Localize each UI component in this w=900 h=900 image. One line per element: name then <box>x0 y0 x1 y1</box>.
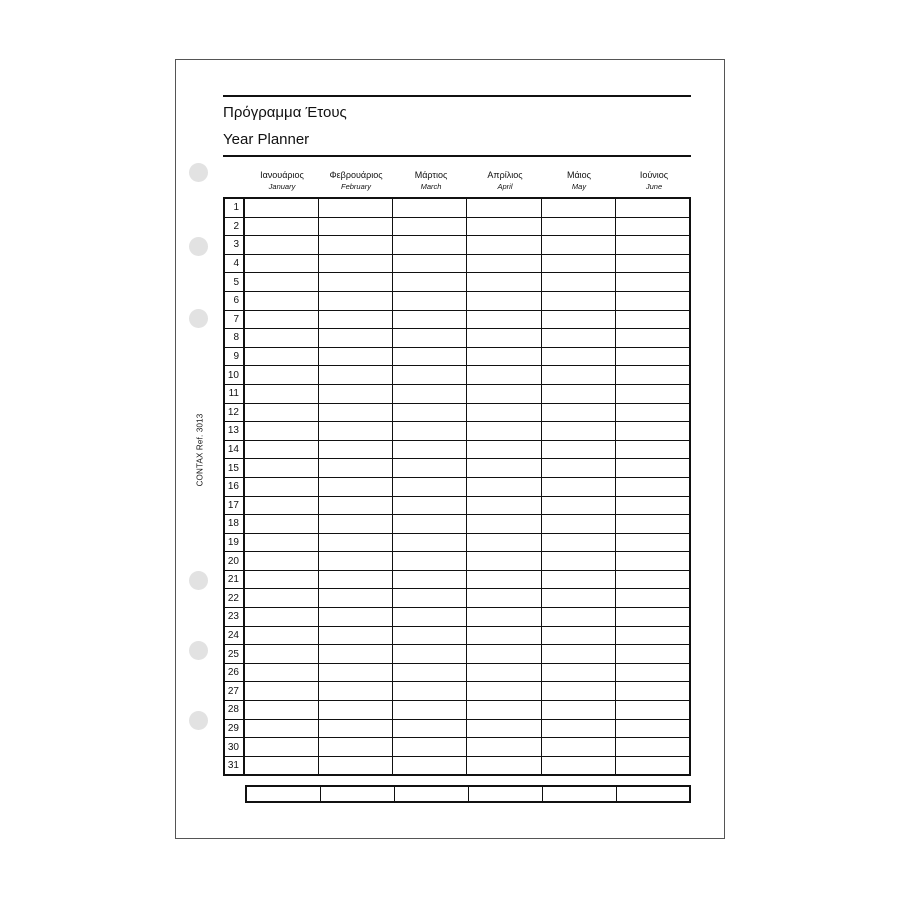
planner-cell[interactable] <box>393 756 467 775</box>
planner-cell[interactable] <box>244 329 318 348</box>
planner-cell[interactable] <box>318 589 392 608</box>
planner-cell[interactable] <box>393 552 467 571</box>
month-name-english: March <box>420 182 442 191</box>
planner-cell[interactable] <box>467 626 541 645</box>
planner-cell[interactable] <box>393 533 467 552</box>
planner-cell[interactable] <box>393 329 467 348</box>
planner-cell[interactable] <box>616 701 690 720</box>
planner-cell[interactable] <box>467 663 541 682</box>
planner-cell[interactable] <box>467 552 541 571</box>
day-number: 7 <box>224 310 244 329</box>
planner-cell[interactable] <box>318 217 392 236</box>
day-row <box>224 515 690 534</box>
planner-cell[interactable] <box>318 347 392 366</box>
month-name-greek: Φεβρουάριος <box>329 170 383 180</box>
planner-cell[interactable] <box>393 273 467 292</box>
planner-cell[interactable] <box>393 254 467 273</box>
planner-cell[interactable] <box>541 515 615 534</box>
notes-cell[interactable] <box>246 786 320 802</box>
planner-cell[interactable] <box>393 440 467 459</box>
day-number: 12 <box>224 403 244 422</box>
planner-cell[interactable] <box>541 366 615 385</box>
planner-cell[interactable] <box>318 663 392 682</box>
day-number: 29 <box>224 719 244 738</box>
day-number: 11 <box>224 384 244 403</box>
planner-cell[interactable] <box>541 719 615 738</box>
planner-grid-body <box>224 198 690 775</box>
planner-cell[interactable] <box>467 329 541 348</box>
planner-cell[interactable] <box>541 682 615 701</box>
day-row <box>224 273 690 292</box>
planner-cell[interactable] <box>244 459 318 478</box>
planner-cell[interactable] <box>616 440 690 459</box>
planner-cell[interactable] <box>318 738 392 757</box>
planner-cell[interactable] <box>393 477 467 496</box>
planner-cell[interactable] <box>541 459 615 478</box>
planner-cell[interactable] <box>393 217 467 236</box>
planner-cell[interactable] <box>616 515 690 534</box>
binder-hole <box>189 237 208 256</box>
planner-cell[interactable] <box>541 310 615 329</box>
planner-cell[interactable] <box>616 422 690 441</box>
planner-cell[interactable] <box>393 403 467 422</box>
planner-cell[interactable] <box>541 329 615 348</box>
planner-cell[interactable] <box>616 384 690 403</box>
planner-cell[interactable] <box>318 701 392 720</box>
planner-cell[interactable] <box>244 515 318 534</box>
planner-cell[interactable] <box>616 291 690 310</box>
planner-cell[interactable] <box>244 701 318 720</box>
notes-cell[interactable] <box>320 786 394 802</box>
planner-cell[interactable] <box>318 645 392 664</box>
planner-cell[interactable] <box>616 719 690 738</box>
notes-cell[interactable] <box>468 786 542 802</box>
planner-cell[interactable] <box>541 496 615 515</box>
planner-cell[interactable] <box>244 310 318 329</box>
day-row <box>224 329 690 348</box>
planner-cell[interactable] <box>541 608 615 627</box>
planner-cell[interactable] <box>393 291 467 310</box>
reference-code: CONTAX Ref. 3013 <box>195 413 205 487</box>
notes-row <box>245 785 691 803</box>
planner-grid <box>223 197 691 776</box>
day-number: 28 <box>224 701 244 720</box>
day-row <box>224 310 690 329</box>
planner-cell[interactable] <box>244 291 318 310</box>
planner-cell[interactable] <box>467 701 541 720</box>
planner-cell[interactable] <box>467 403 541 422</box>
planner-cell[interactable] <box>616 608 690 627</box>
planner-cell[interactable] <box>616 756 690 775</box>
day-number: 17 <box>224 496 244 515</box>
planner-cell[interactable] <box>467 719 541 738</box>
planner-cell[interactable] <box>467 515 541 534</box>
planner-cell[interactable] <box>616 533 690 552</box>
day-row <box>224 459 690 478</box>
day-number: 19 <box>224 533 244 552</box>
planner-cell[interactable] <box>616 663 690 682</box>
planner-cell[interactable] <box>244 198 318 217</box>
planner-cell[interactable] <box>318 384 392 403</box>
planner-cell[interactable] <box>467 756 541 775</box>
month-name-greek: Μάιος <box>566 170 592 180</box>
planner-cell[interactable] <box>393 310 467 329</box>
day-row <box>224 701 690 720</box>
planner-cell[interactable] <box>616 198 690 217</box>
day-row <box>224 347 690 366</box>
planner-cell[interactable] <box>467 496 541 515</box>
planner-cell[interactable] <box>541 589 615 608</box>
planner-cell[interactable] <box>393 645 467 664</box>
month-name-english: May <box>571 182 587 191</box>
planner-cell[interactable] <box>244 738 318 757</box>
day-row <box>224 496 690 515</box>
day-number: 23 <box>224 608 244 627</box>
planner-cell[interactable] <box>393 608 467 627</box>
planner-cell[interactable] <box>393 701 467 720</box>
day-row <box>224 236 690 255</box>
planner-cell[interactable] <box>616 273 690 292</box>
planner-cell[interactable] <box>467 254 541 273</box>
planner-cell[interactable] <box>393 682 467 701</box>
day-row <box>224 384 690 403</box>
planner-cell[interactable] <box>541 236 615 255</box>
planner-cell[interactable] <box>244 496 318 515</box>
planner-cell[interactable] <box>393 496 467 515</box>
planner-cell[interactable] <box>318 682 392 701</box>
planner-cell[interactable] <box>244 440 318 459</box>
day-number: 16 <box>224 477 244 496</box>
planner-cell[interactable] <box>318 254 392 273</box>
day-row <box>224 589 690 608</box>
day-row <box>224 756 690 775</box>
planner-cell[interactable] <box>244 756 318 775</box>
planner-cell[interactable] <box>467 236 541 255</box>
planner-cell[interactable] <box>318 626 392 645</box>
month-name-greek: Ιανουάριος <box>260 170 304 180</box>
planner-cell[interactable] <box>467 366 541 385</box>
planner-cell[interactable] <box>467 738 541 757</box>
planner-cell[interactable] <box>244 645 318 664</box>
planner-cell[interactable] <box>541 403 615 422</box>
month-header-may <box>542 170 616 192</box>
planner-cell[interactable] <box>244 236 318 255</box>
planner-cell[interactable] <box>467 422 541 441</box>
day-number: 8 <box>224 329 244 348</box>
planner-cell[interactable] <box>616 477 690 496</box>
planner-cell[interactable] <box>393 626 467 645</box>
planner-cell[interactable] <box>318 273 392 292</box>
month-name-greek: Ιούνιος <box>639 170 669 180</box>
planner-cell[interactable] <box>541 756 615 775</box>
day-row <box>224 719 690 738</box>
planner-cell[interactable] <box>244 570 318 589</box>
day-row <box>224 291 690 310</box>
month-header-march <box>394 170 468 192</box>
planner-cell[interactable] <box>393 198 467 217</box>
planner-cell[interactable] <box>244 682 318 701</box>
planner-cell[interactable] <box>318 533 392 552</box>
planner-cell[interactable] <box>244 608 318 627</box>
planner-cell[interactable] <box>616 403 690 422</box>
planner-cell[interactable] <box>318 608 392 627</box>
planner-cell[interactable] <box>318 570 392 589</box>
planner-cell[interactable] <box>467 291 541 310</box>
planner-cell[interactable] <box>244 626 318 645</box>
day-number: 14 <box>224 440 244 459</box>
planner-cell[interactable] <box>318 477 392 496</box>
planner-cell[interactable] <box>541 347 615 366</box>
planner-cell[interactable] <box>393 589 467 608</box>
planner-cell[interactable] <box>318 329 392 348</box>
planner-cell[interactable] <box>541 273 615 292</box>
planner-cell[interactable] <box>467 273 541 292</box>
planner-cell[interactable] <box>467 682 541 701</box>
binder-hole <box>189 309 208 328</box>
planner-cell[interactable] <box>244 403 318 422</box>
planner-cell[interactable] <box>616 459 690 478</box>
binder-hole <box>189 711 208 730</box>
day-row <box>224 440 690 459</box>
planner-cell[interactable] <box>393 422 467 441</box>
planner-cell[interactable] <box>616 552 690 571</box>
day-number: 27 <box>224 682 244 701</box>
planner-cell[interactable] <box>244 533 318 552</box>
day-number: 10 <box>224 366 244 385</box>
day-row <box>224 645 690 664</box>
planner-cell[interactable] <box>616 682 690 701</box>
month-header-february <box>319 170 393 192</box>
month-name-english: June <box>645 182 663 191</box>
planner-cell[interactable] <box>541 384 615 403</box>
planner-cell[interactable] <box>393 719 467 738</box>
planner-cell[interactable] <box>393 384 467 403</box>
planner-cell[interactable] <box>244 384 318 403</box>
planner-cell[interactable] <box>541 663 615 682</box>
planner-cell[interactable] <box>616 347 690 366</box>
planner-cell[interactable] <box>541 477 615 496</box>
day-number: 26 <box>224 663 244 682</box>
planner-cell[interactable] <box>616 738 690 757</box>
planner-cell[interactable] <box>541 198 615 217</box>
day-row <box>224 403 690 422</box>
planner-cell[interactable] <box>244 347 318 366</box>
planner-cell[interactable] <box>318 496 392 515</box>
title-english: Year Planner <box>223 131 310 148</box>
planner-cell[interactable] <box>318 403 392 422</box>
day-number: 1 <box>224 198 244 217</box>
month-name-greek: Μάρτιος <box>414 170 448 180</box>
planner-cell[interactable] <box>318 422 392 441</box>
planner-cell[interactable] <box>467 198 541 217</box>
planner-cell[interactable] <box>616 589 690 608</box>
planner-cell[interactable] <box>616 366 690 385</box>
day-row <box>224 533 690 552</box>
planner-cell[interactable] <box>467 570 541 589</box>
month-name-english: February <box>340 182 371 191</box>
planner-cell[interactable] <box>616 254 690 273</box>
planner-cell[interactable] <box>244 217 318 236</box>
planner-cell[interactable] <box>467 608 541 627</box>
planner-cell[interactable] <box>616 236 690 255</box>
title-greek: Πρόγραμμα Έτους <box>223 104 347 121</box>
day-row <box>224 477 690 496</box>
day-number: 4 <box>224 254 244 273</box>
planner-cell[interactable] <box>541 552 615 571</box>
planner-cell[interactable] <box>616 310 690 329</box>
top-rule <box>223 95 691 97</box>
planner-cell[interactable] <box>467 459 541 478</box>
month-header-june <box>617 170 691 192</box>
planner-cell[interactable] <box>393 366 467 385</box>
planner-cell[interactable] <box>244 422 318 441</box>
planner-cell[interactable] <box>541 422 615 441</box>
planner-cell[interactable] <box>393 347 467 366</box>
planner-cell[interactable] <box>318 440 392 459</box>
planner-cell[interactable] <box>318 310 392 329</box>
notes-cell[interactable] <box>542 786 616 802</box>
planner-cell[interactable] <box>244 254 318 273</box>
notes-cell[interactable] <box>394 786 468 802</box>
day-number: 31 <box>224 756 244 775</box>
planner-cell[interactable] <box>541 291 615 310</box>
day-number: 9 <box>224 347 244 366</box>
planner-cell[interactable] <box>616 570 690 589</box>
day-number: 15 <box>224 459 244 478</box>
planner-cell[interactable] <box>318 459 392 478</box>
day-number: 18 <box>224 515 244 534</box>
planner-cell[interactable] <box>244 273 318 292</box>
planner-cell[interactable] <box>393 663 467 682</box>
planner-cell[interactable] <box>318 291 392 310</box>
day-number: 2 <box>224 217 244 236</box>
planner-cell[interactable] <box>541 440 615 459</box>
month-name-greek: Απρίλιος <box>487 170 523 180</box>
planner-cell[interactable] <box>393 515 467 534</box>
day-row <box>224 552 690 571</box>
day-number: 13 <box>224 422 244 441</box>
month-header-april <box>468 170 542 192</box>
binder-hole <box>189 571 208 590</box>
planner-cell[interactable] <box>467 589 541 608</box>
planner-cell[interactable] <box>467 533 541 552</box>
day-row <box>224 217 690 236</box>
planner-cell[interactable] <box>318 198 392 217</box>
day-number: 5 <box>224 273 244 292</box>
planner-cell[interactable] <box>318 366 392 385</box>
planner-cell[interactable] <box>541 738 615 757</box>
planner-cell[interactable] <box>467 440 541 459</box>
planner-cell[interactable] <box>616 329 690 348</box>
planner-cell[interactable] <box>318 756 392 775</box>
planner-cell[interactable] <box>541 570 615 589</box>
planner-cell[interactable] <box>541 217 615 236</box>
day-number: 20 <box>224 552 244 571</box>
planner-cell[interactable] <box>244 552 318 571</box>
planner-cell[interactable] <box>467 477 541 496</box>
planner-cell[interactable] <box>541 533 615 552</box>
planner-cell[interactable] <box>244 719 318 738</box>
month-name-english: January <box>268 182 296 191</box>
planner-cell[interactable] <box>467 217 541 236</box>
day-number: 21 <box>224 570 244 589</box>
planner-cell[interactable] <box>541 626 615 645</box>
day-number: 24 <box>224 626 244 645</box>
planner-cell[interactable] <box>393 738 467 757</box>
month-name-english: April <box>497 182 513 191</box>
day-number: 22 <box>224 589 244 608</box>
notes-row-cells <box>246 786 690 802</box>
day-row <box>224 663 690 682</box>
planner-cell[interactable] <box>393 236 467 255</box>
planner-cell[interactable] <box>318 552 392 571</box>
day-row <box>224 608 690 627</box>
day-number: 25 <box>224 645 244 664</box>
planner-cell[interactable] <box>541 645 615 664</box>
day-row <box>224 198 690 217</box>
day-row <box>224 738 690 757</box>
planner-cell[interactable] <box>467 645 541 664</box>
planner-cell[interactable] <box>541 254 615 273</box>
planner-cell[interactable] <box>244 589 318 608</box>
binder-hole <box>189 641 208 660</box>
planner-cell[interactable] <box>467 384 541 403</box>
planner-cell[interactable] <box>467 347 541 366</box>
planner-cell[interactable] <box>616 626 690 645</box>
binder-hole <box>189 163 208 182</box>
day-number: 30 <box>224 738 244 757</box>
day-number: 3 <box>224 236 244 255</box>
month-header-january <box>245 170 319 192</box>
day-row <box>224 366 690 385</box>
planner-cell[interactable] <box>616 217 690 236</box>
planner-cell[interactable] <box>244 477 318 496</box>
planner-cell[interactable] <box>616 496 690 515</box>
title-underline <box>223 155 691 157</box>
day-row <box>224 254 690 273</box>
planner-cell[interactable] <box>616 645 690 664</box>
day-row <box>224 682 690 701</box>
planner-cell[interactable] <box>244 663 318 682</box>
planner-cell[interactable] <box>318 236 392 255</box>
planner-cell[interactable] <box>393 570 467 589</box>
planner-cell[interactable] <box>318 719 392 738</box>
planner-cell[interactable] <box>244 366 318 385</box>
planner-cell[interactable] <box>318 515 392 534</box>
planner-cell[interactable] <box>393 459 467 478</box>
notes-cell[interactable] <box>616 786 690 802</box>
day-row <box>224 422 690 441</box>
day-row <box>224 570 690 589</box>
planner-cell[interactable] <box>467 310 541 329</box>
day-number: 6 <box>224 291 244 310</box>
day-row <box>224 626 690 645</box>
planner-cell[interactable] <box>541 701 615 720</box>
